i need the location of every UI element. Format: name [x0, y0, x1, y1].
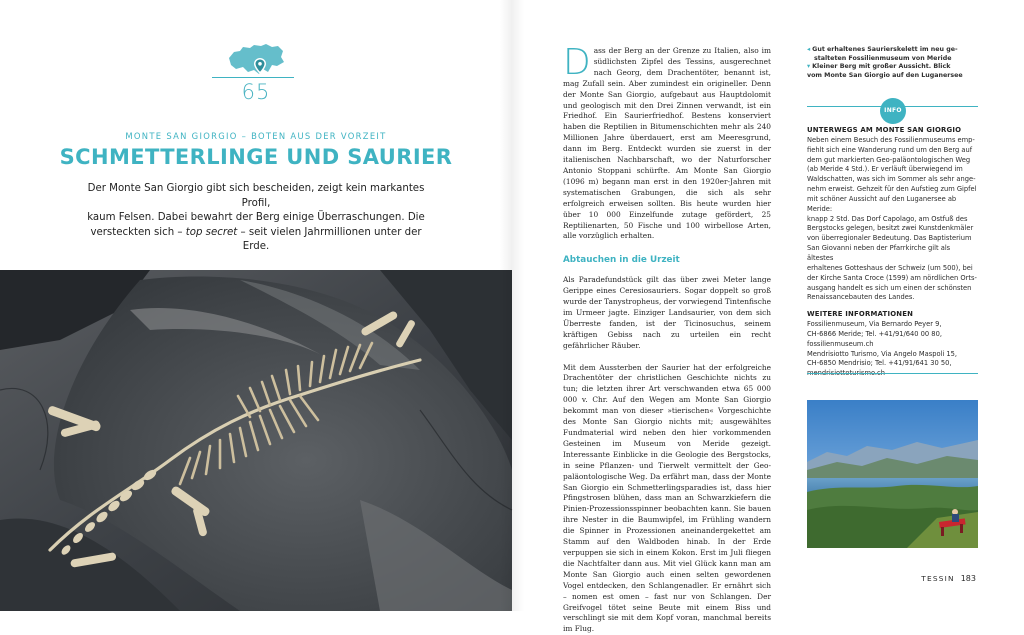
lake-lugano-photo: [807, 400, 978, 548]
info-title-hiking: UNTERWEGS AM MONTE SAN GIORGIO: [807, 126, 962, 134]
kicker: MONTE SAN GIORGIO – BOTEN AUS DER VORZEIT: [125, 131, 387, 141]
info-text-contacts: Fossilienmuseum, Via Bernardo Peyer 9, CH-6866 Meride; Tel. +41/91/640 00 80, fossilienmuseum.ch Mendrisiotto Turismo, Via Angelo Maspoli 15, CH-6850 Mendrisio; Tel. +41/91/641 30 50, mendrisiottoturismo.ch: [807, 320, 978, 379]
intro-emphasis: top secret: [185, 226, 238, 238]
chapter-number: 65: [241, 80, 271, 104]
tourism-link[interactable]: mendrisiottoturismo.ch: [807, 369, 885, 378]
info-bottom-rule: [807, 373, 978, 374]
fossil-photo: [0, 270, 512, 611]
drop-cap: D: [563, 42, 591, 83]
page-number-rule: [212, 77, 294, 78]
footer-region: TESSIN: [921, 574, 955, 583]
museum-link[interactable]: fossilienmuseum.ch: [807, 339, 874, 348]
left-page: [0, 0, 512, 611]
section-heading: Abtauchen in die Urzeit: [563, 255, 680, 266]
paragraph-3: Mit dem Aussterben der Saurier hat der erfolgreiche Drachentöter der christlichen Geschichte nichts zu tun; die letzten ihrer Art verschwanden etwa 65 000 000 v. Chr. Auf den Wegen am Monte San Giorgio bekommt man von dieser »tierischen« Vorgeschichte des Monte San Giorgio nichts mit; ausgewähltes Fundmaterial wird neben den hier vorkommenden Gesteinen im Museum von Meride gezeigt. Interessante Einblicke in die Geologie des Bergstocks, in seine Pflanzen- und Tierwelt vermittelt der Geo-paläontologische Weg. Da erfährt man, dass der Monte San Giorgio ein Schmetterlingsparadies ist, dass hier Pfingstrosen blühen, dass man an Schwarzkiefern die Pinien-Prozessionsspinner beobachten kann. Sie bauen ihre Nester in die Baumwipfel, im Frühling wandern die Spinner in Prozessionen aneinandergekettet am Stamm auf den Waldboden hinab. In der Erde verpuppen sie sich in einem Kokon. Erst im Juli fliegen die Nachtfalter dann aus. Mit viel Glück kann man am Monte San Giorgio auch einen selten gewordenen Vogel entdecken, den Schlangenadler. Er ernährt sich – nomen est omen – fast nur von Schlangen. Der Greifvogel tötet seine Beute mit einem Biss und verschlingt sie mit dem Kopf voran, manchmal bereits im Flug.: [563, 362, 771, 634]
page-title: SCHMETTERLINGE UND SAURIER: [59, 145, 453, 169]
arrow-down-icon: ▾: [807, 63, 811, 71]
info-badge: INFO: [880, 98, 906, 124]
page-footer: [921, 574, 976, 583]
info-title-more: WEITERE INFORMATIONEN: [807, 310, 914, 319]
intro-text: Der Monte San Giorgio gibt sich bescheiden, zeigt kein markantes Profil, kaum Felsen. Dabei bewahrt der Berg einige Überraschungen. Die versteckten sich – top secret – seit vielen Jahrmillionen unter der Erde.: [87, 183, 425, 252]
paragraph-1: Dass der Berg an der Grenze zu Italien, also im südlichsten Zipfel des Tessins, ausgerechnet nach Georg, dem Drachentöter, benannt ist, mag Zufall sein. Aber zumindest ein origineller. Denn der Monte San Giorgio, aufgebaut aus Hauptdolomit und geologisch mit den Drei Zinnen verwandt, ist ein Friedhof. Ein Saurierfriedhof. Bestens konserviert haben die Reptilien in Bitumenschichten mehr als 240 Millionen Jahre überdauert, erst am Meeresgrund, dann im Berg. Entdeckt wurden sie zuerst in der italienischen Nachbarschaft, wo der Naturforscher Antonio Stoppani schürfte. Am Monte San Giorgio (1096 m) begann man erst in den 1920er-Jahren mit systematischen Grabungen, die sich als sehr erfolgreich erweisen sollten. Bis heute wurden hier über 10 000 Einzelfunde zutage gefördert, 25 Reptilienarten, 50 Fische und 100 wirbellose Arten, alle vorzüglich erhalten.: [563, 42, 771, 241]
info-box: [807, 126, 978, 379]
paragraph-2: Als Paradefundstück gilt das über zwei Meter lange Gerippe eines Ceresiosauriers. Sogar doppelt so groß wurde der Tanystropheus, der vorwiegend Tintenfische im Urmeer jagte. Einziger Landsaurier, von dem sich Überreste fanden, ist der Ticinosuchus, seinem kräftigen Gebiss nach zu urteilen ein recht gefährlicher Räuber.: [563, 275, 771, 350]
sidebar: [807, 46, 978, 378]
main-article: [563, 42, 771, 635]
location-pin-icon: [254, 58, 266, 74]
photo-captions: ◂ Gut erhaltenes Saurierskelett im neu ge- stalteten Fossilienmuseum von Meride ▾ Kleiner Berg mit großer Aussicht. Blick vom Monte San Giorgio auf den Luganersee: [807, 46, 963, 79]
info-text-hiking: Neben einem Besuch des Fossilienmuseums emp- fiehlt sich eine Wanderung rund um den Berg auf dem gut markierten Geo-paläontologischen Weg (ab Meride 4 Std.). Er verläuft überwiegend im Waldschatten, was sich im Sommer als sehr ange- nehm erweist. Gehzeit für den Aufstieg zum Gipfel mit schöner Aussicht auf den Luganersee ab Meride: knapp 2 Std. Das Dorf Capolago, am Ostfuß des Bergstocks gelegen, besitzt zwei Kunstdenkmäler von überregionaler Bedeutung. Das Baptisterium San Giovanni neben der Pfarrkirche gilt als ältestes erhaltenes Gotteshaus der Schweiz (um 500), bei der Kirche Santa Croce (1599) am nördlichen Orts- ausgang handelt es sich um einen der schönsten Renaissancebauten des Landes.: [807, 135, 977, 302]
arrow-left-icon: ◂: [807, 46, 811, 53]
footer-page-number: 183: [960, 574, 976, 583]
